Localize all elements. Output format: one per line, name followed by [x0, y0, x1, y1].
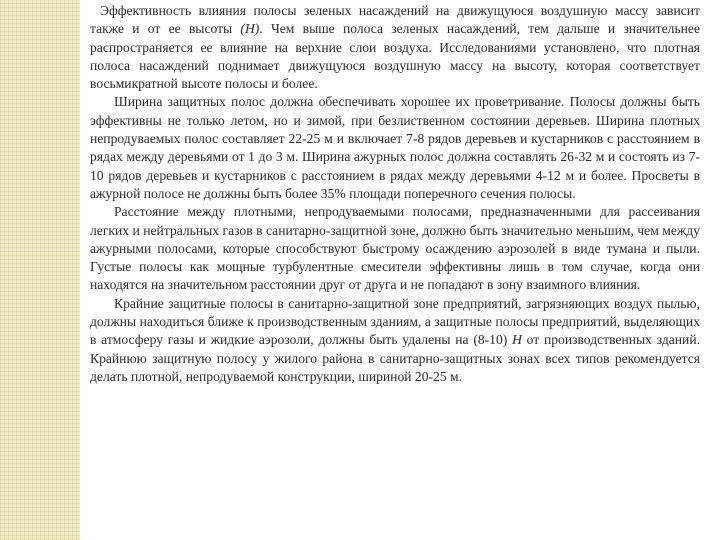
paragraph-height-effect	[90, 2, 700, 93]
paragraph-text: Ширина защитных полос должна обеспечивать хорошее их проветривание. Полосы должны быть эффективны не только летом, но и зимой, при безлиственном состоянии деревьев. Ширина плотных непродуваемых полос составляет 22-25 м и включает 7-8 рядов деревьев и кустарников с расстоянием в рядах между деревьями от 1 до 3 м. Ширина ажурных полос должна составлять 26-32 м и состоять из 7-10 рядов деревьев и кустарников с расстоянием в рядах между деревьями 4-12 м и более. Просветы в ажурной полосе не должны быть более 35% площади поперечного сечения полосы.	[90, 94, 700, 201]
paragraph-text: Крайние защитные полосы в санитарно-защитной зоне предприятий, загрязняющих воздух пылью, должны находиться ближе к производственным зданиям, а защитные полосы предприятий, выделяющих в атмосферу газы и жидкие аэрозоли, должны быть удалены на (8-10)	[90, 295, 700, 348]
paragraph-edge-strips	[90, 295, 700, 386]
height-symbol: (H)	[240, 21, 260, 37]
paragraph-text: Расстояние между плотными, непродуваемыми полосами, предназначенными для рассеивания легких и нейтральных газов в санитарно-защитной зоне, должно быть значительно меньшим, чем между ажурными полосами, которые способствуют быстрому осаждению аэрозолей в виде тумана и пыли. Густые полосы как мощные турбулентные смесители эффективны лишь в том случае, когда они находятся на значительном расстоянии друг от друга и не попадают в зону взаимного влияния.	[90, 204, 700, 293]
paragraph-text: от производственных зданий. Крайнюю защитную полосу у жилого района в санитарно-защитных зонах всех типов рекомендуется делать плотной, непродуваемой конструкции, шириной 20-25 м.	[90, 332, 700, 384]
paragraph-strip-width	[90, 93, 700, 203]
document-text	[90, 2, 700, 386]
paragraph-text: Эффективность влияния полосы зеленых насаждений на движущуюся воздушную массу зависит также и от ее высоты	[90, 3, 700, 37]
decorative-side-strip	[0, 0, 80, 540]
height-symbol: H	[512, 332, 522, 348]
paragraph-strip-distance	[90, 203, 700, 294]
paragraph-text: . Чем выше полоса зеленых насаждений, тем дальше и значительнее распространяется ее влияние на верхние слои воздуха. Исследованиями установлено, что плотная полоса насаждений поднимает движущуюся воздушную массу на высоту, которая соответствует восьмикратной высоте полосы и более.	[90, 21, 700, 92]
